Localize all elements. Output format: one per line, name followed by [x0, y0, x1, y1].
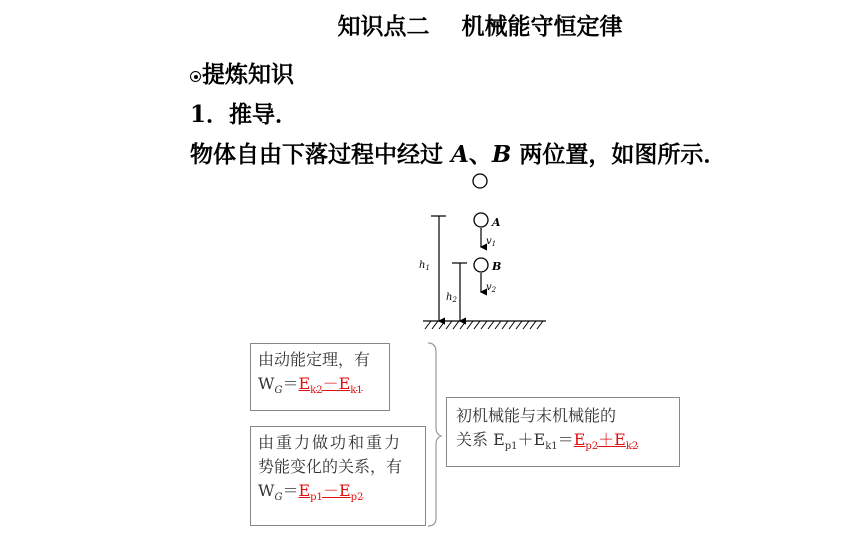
box1-formula: $W_G=E_{k2}-E_{k1}$ [258, 374, 363, 397]
page-title: 知识点二 机械能守恒定律 [337, 14, 623, 40]
description-prefix: 物体自由下落过程中经过 [190, 141, 452, 168]
box3-line1: 初机械能与末机械能的 [456, 406, 617, 425]
label-h2: $h_2$ [446, 292, 457, 304]
box-work-energy-theorem [250, 343, 390, 411]
box2-line1: 由重力做功和重力 [258, 433, 403, 452]
section-heading-text: 提炼知识 [202, 62, 294, 88]
box1-line1: 由动能定理，有 [258, 350, 371, 369]
box2-formula: $W_G=E_{p1}-E_{p2}$ [258, 481, 364, 504]
label-a: A [451, 141, 469, 168]
box3-answer: $E_{p2}+E_{k2}$ [573, 430, 639, 453]
label-v2: $v_2$ [486, 282, 497, 294]
box3-formula: 关系 $E_{p1}+E_{k1}=E_{p2}+E_{k2}$ [456, 430, 639, 453]
label-a-fig: A [492, 216, 501, 229]
label-h1: $h_1$ [419, 260, 430, 272]
item-heading: 1．推导． [190, 101, 299, 128]
ground-hatch [425, 321, 543, 329]
label-b: B [491, 141, 512, 168]
ball-b-icon [474, 258, 488, 272]
box1-answer: $E_{k2}-E_{k1}$ [298, 374, 363, 397]
brace [428, 343, 441, 526]
description-sep: 、 [468, 141, 492, 168]
ball-a-icon [474, 213, 488, 227]
ball-start-icon [473, 174, 487, 188]
description-suffix: 两位置，如图所示． [511, 141, 727, 168]
label-v1: $v_1$ [486, 236, 497, 248]
box2-line2: 势能变化的关系，有 [258, 457, 403, 476]
box-mechanical-energy-relation [446, 397, 680, 467]
box2-answer: $E_{p1}-E_{p2}$ [298, 481, 364, 504]
box-gravity-work-potential [250, 426, 426, 526]
label-b-fig: B [492, 260, 502, 273]
